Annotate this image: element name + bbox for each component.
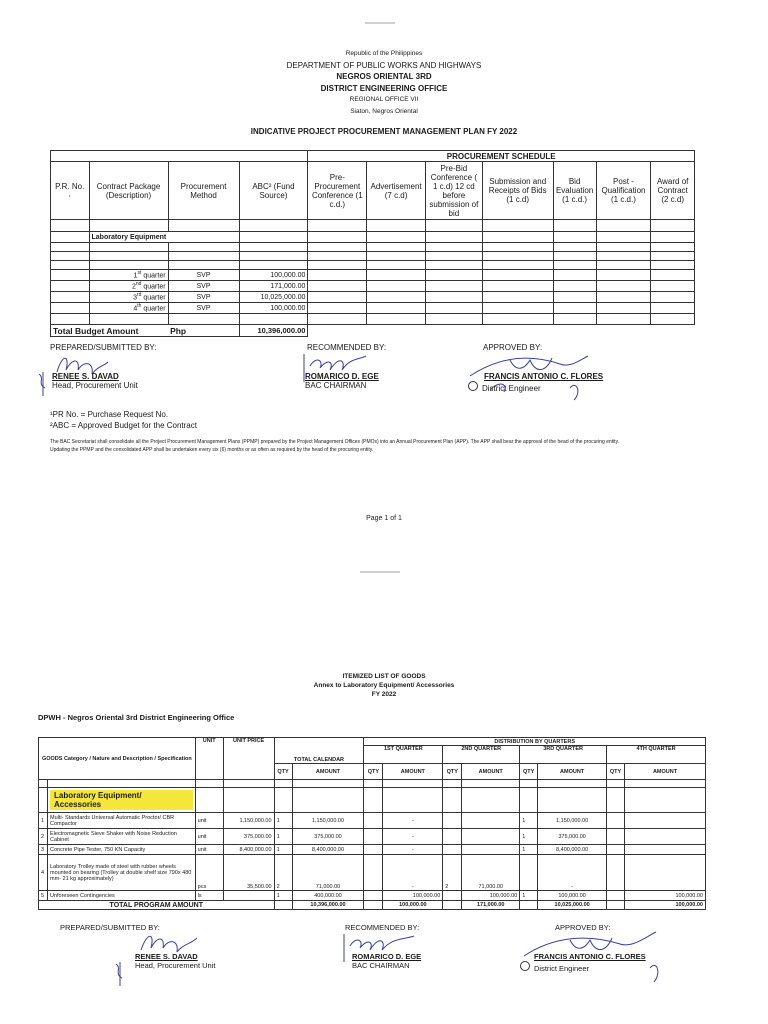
scan-smudge <box>360 571 400 573</box>
scan-smudge <box>365 22 395 24</box>
prepared-signatory <box>52 372 138 390</box>
unit-price-header: UNIT PRICE <box>223 738 274 780</box>
recommended-signatory <box>305 372 379 390</box>
disclaimer: The BAC Secretariat shall consolidate all the Project Procurement Management Plans (PPMP) prepared by the Project Management Offices (PMOs) into an Annual Procurement Plan (APP). The APP shall bear the approval of the head of the procuring entity. Updating the PPMP and the consolidated APP shall be undertaken every six (6) months or as often as required by the head of the procuring entity. <box>50 439 620 453</box>
recommended-label: RECOMMENDED BY: <box>307 343 387 352</box>
p2-prepared-title: Head, Procurement Unit <box>135 961 216 970</box>
p2-prepared-signatory <box>135 952 215 970</box>
p2-approved-title: District Engineer <box>534 964 590 973</box>
col-post-qualification: Post - Qualification (1 c.d.) <box>596 162 651 220</box>
approved-signatory <box>468 372 603 393</box>
procurement-schedule-header: PROCUREMENT SCHEDULE <box>308 151 695 162</box>
item-row: 4 Laboratory Trolley made of steel with rubber wheels mounted on bearing (Trolley at double shelf size 790x 480 mm- 21 kg approximately) pcs 35,500.00 2 71,000.00 - 2 71,000.00 - <box>39 855 706 891</box>
col-submission: Submission and Receipts of Bids (1 c.d) <box>482 162 553 220</box>
page-title: INDICATIVE PROJECT PROCUREMENT MANAGEMENT PLAN FY 2022 <box>250 127 518 136</box>
prepared-title: Head, Procurement Unit <box>52 381 138 390</box>
initial-mark <box>35 368 53 398</box>
approved-name: FRANCIS ANTONIO C. FLORES <box>484 372 604 381</box>
approved-title: District Engineer <box>482 384 541 393</box>
quarter-row: 1st quarter SVP 100,000.00 <box>51 270 695 281</box>
item-row: 5 Unforeseen Contingencies ls 1 400,000.00 100,000.00 100,000.00 1 100,000.00 100,000.00 <box>39 891 706 901</box>
q2-header: 2ND QUARTER <box>443 746 520 764</box>
itemized-title: ITEMIZED LIST OF GOODS <box>342 673 426 680</box>
p2-recommended-name: ROMARICO D. EGE <box>352 952 422 961</box>
p2-initial-mark <box>112 958 132 988</box>
recommended-title: BAC CHAIRMAN <box>305 381 367 390</box>
p2-prepared-name: RENEE S. DAVAD <box>135 952 198 961</box>
footnotes <box>50 409 197 431</box>
program-total-row: TOTAL PROGRAM AMOUNT 10,396,000.00 100,000.00 171,000.00 10,025,000.00 100,000.00 <box>39 901 706 910</box>
q3-header: 3RD QUARTER <box>520 746 607 764</box>
ppmp-table <box>50 150 695 337</box>
total-row: Total Budget Amount Php 10,396,000.00 <box>51 325 695 337</box>
quarter-row: 3rd quarter SVP 10,025,000.00 <box>51 292 695 303</box>
office-line: DISTRICT ENGINEERING OFFICE <box>320 83 448 93</box>
location-line: Siaton, Negros Oriental <box>350 107 418 115</box>
category-highlight: Laboratory Equipment/ Accessories <box>50 790 193 810</box>
p2-approved-label: APPROVED BY: <box>555 923 611 932</box>
prepared-name: RENEE S. DAVAD <box>52 372 119 381</box>
footnote-pr: ¹PR No. = Purchase Request No. <box>50 410 169 419</box>
col-pre-procurement: Pre-Procurement Conference (1 c.d.) <box>308 162 367 220</box>
district-line: NEGROS ORIENTAL 3RD <box>336 72 432 81</box>
p2-recommended-signatory <box>352 952 421 970</box>
q1-header: 1ST QUARTER <box>364 746 443 764</box>
itemized-header <box>0 672 768 699</box>
goods-table: GOODS Category / Nature and Description / Specification UNIT UNIT PRICE DISTRIBUTION BY QUARTERS TOTAL CALENDAR 1ST QUARTER 2ND QUARTER 3RD QUARTER 4TH QUARTER QTY AMOUNT QTY AMOUNT QTY AMOUNT QTY AMOUNT QTY AMOUNT Laboratory Equipment/ Accessories 1 Multi- Standards Universal Automatic Proctor/ CBR Compactor unit 1,150,000.00 1 1,150,000.00 - 1 1,150,000.00 2 Electromagnetic Sieve Shaker with Noise Reduction Cabinet unit 375,000.00 1 375,000.00 - 1 375,000.00 3 Concrete Pipe Tester, 750 KN Capacity unit 8,400,000.00 1 8,400,000.00 - 1 8,400,000.00 4 Laboratory Trolley made of steel with rubber wheels mounted on bearing (Trolley at double shelf size 790x 480 mm- 21 kg approximately) pcs 35,500.00 2 71,000.00 - 2 71,000.00 - 5 Unforeseen Contingencies ls 1 400,000.00 100,000.00 100,000.00 1 100,000.00 100,000.00 TOTAL PROGRAM AMOUNT 10,396,000.00 100,000.00 171,000.00 10,025,000.00 100,000.00 <box>38 737 706 910</box>
region-line: REGIONAL OFFICE VII <box>349 96 419 103</box>
itemized-fy: FY 2022 <box>371 691 397 698</box>
prepared-label: PREPARED/SUBMITTED BY: <box>50 343 157 352</box>
goods-header: GOODS Category / Nature and Description / Specification <box>39 738 196 780</box>
quarter-row: 2nd quarter SVP 171,000.00 <box>51 281 695 292</box>
unit-header: UNIT <box>195 738 223 780</box>
circle-mark-icon <box>468 381 478 391</box>
total-calendar-header: TOTAL CALENDAR <box>274 746 364 764</box>
col-bid-evaluation: Bid Evaluation (1 c.d.) <box>553 162 596 220</box>
col-award: Award of Contract (2 c.d) <box>651 162 695 220</box>
republic-line: Republic of the Philippines <box>345 50 423 57</box>
col-advertisement: Advertisement (7 c.d) <box>367 162 426 220</box>
q4-header: 4TH QUARTER <box>607 746 706 764</box>
col-procurement-method: Procurement Method <box>168 162 239 220</box>
footnote-abc: ²ABC = Approved Budget for the Contract <box>50 421 197 430</box>
item-row: 3 Concrete Pipe Tester, 750 KN Capacity unit 8,400,000.00 1 8,400,000.00 - 1 8,400,000.00 <box>39 845 706 855</box>
quarter-row: 4th quarter SVP 100,000.00 <box>51 303 695 314</box>
col-pr-no: P.R. No. ¹ <box>51 162 90 220</box>
p2-prepared-label: PREPARED/SUBMITTED BY: <box>60 923 160 932</box>
page-number: Page 1 of 1 <box>366 515 402 522</box>
category-label: Laboratory Equipment <box>89 232 239 243</box>
p2-approved-name: FRANCIS ANTONIO C. FLORES <box>534 952 646 961</box>
col-pre-bid: Pre-Bid Conference ( 1 c.d) 12 cd before submission of bid <box>425 162 482 220</box>
p2-circle-mark-icon <box>520 961 530 971</box>
p2-recommended-label: RECOMMENDED BY: <box>345 923 420 932</box>
col-contract-package: Contract Package (Description) <box>89 162 168 220</box>
approved-label: APPROVED BY: <box>483 343 543 352</box>
distribution-header: DISTRIBUTION BY QUARTERS <box>364 738 706 746</box>
col-abc: ABC² (Fund Source) <box>239 162 308 220</box>
itemized-subtitle: Annex to Laboratory Equipment/ Accessories <box>313 682 455 689</box>
office-name: DPWH - Negros Oriental 3rd District Engineering Office <box>38 713 235 722</box>
item-row: 1 Multi- Standards Universal Automatic Proctor/ CBR Compactor unit 1,150,000.00 1 1,150,000.00 - 1 1,150,000.00 <box>39 813 706 829</box>
p2-recommended-title: BAC CHAIRMAN <box>352 961 410 970</box>
recommended-name: ROMARICO D. EGE <box>305 372 379 381</box>
item-row: 2 Electromagnetic Sieve Shaker with Noise Reduction Cabinet unit 375,000.00 1 375,000.00 - 1 375,000.00 <box>39 829 706 845</box>
p2-approved-signatory <box>520 952 646 973</box>
letterhead <box>0 48 768 117</box>
department-line: DEPARTMENT OF PUBLIC WORKS AND HIGHWAYS <box>286 60 482 70</box>
